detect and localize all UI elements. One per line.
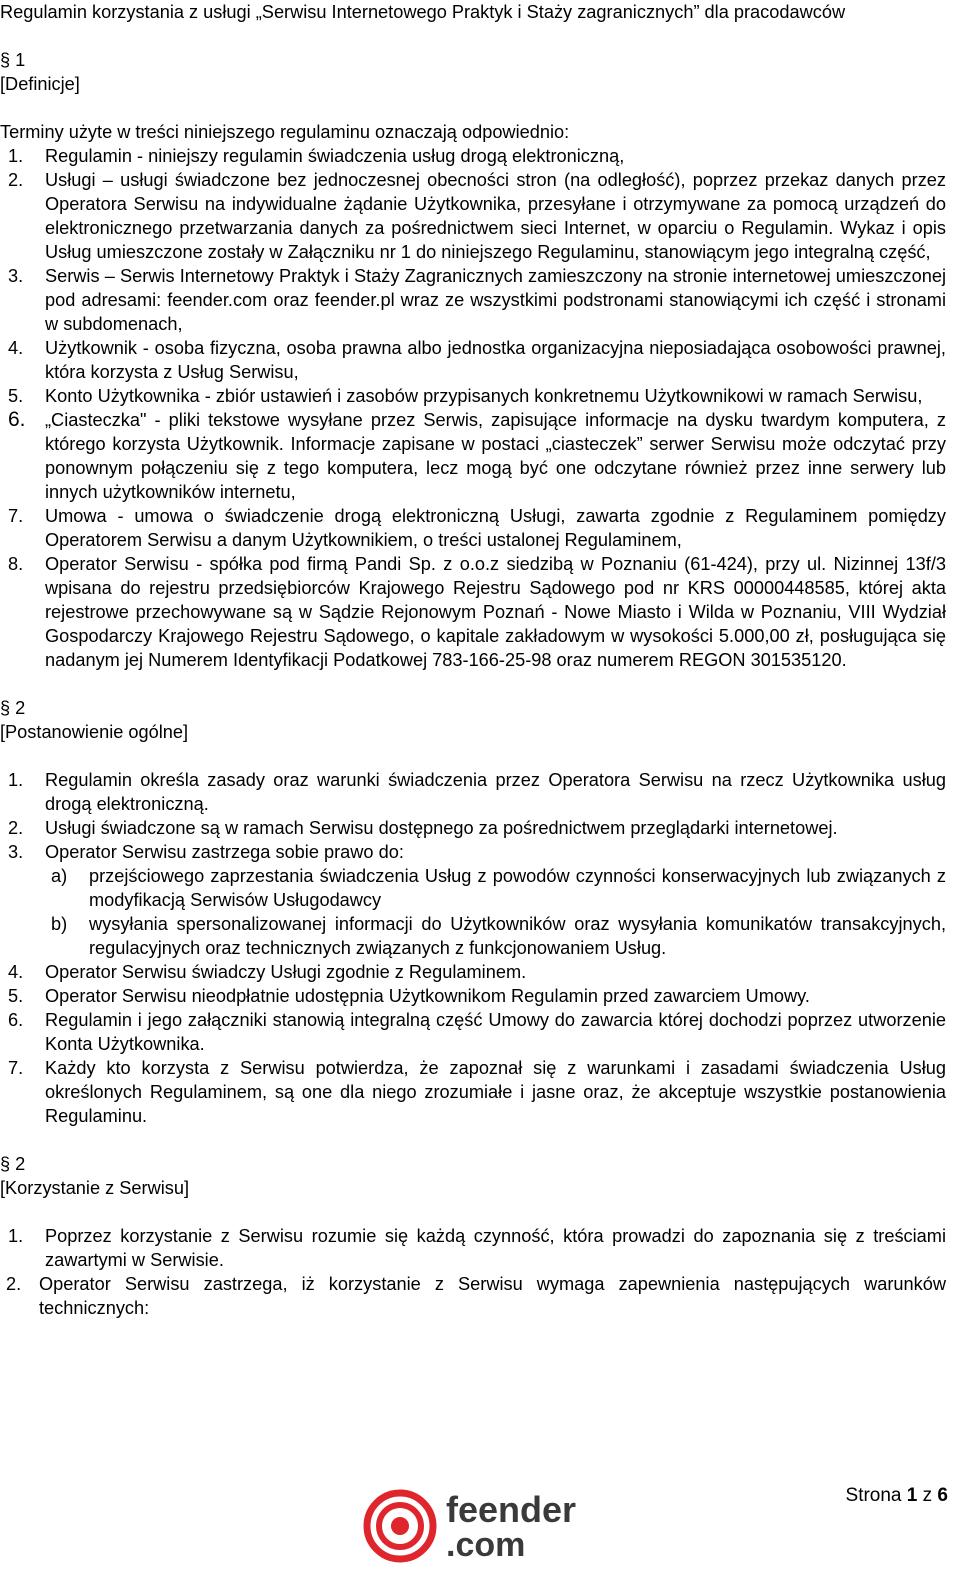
page-current: 1 [906, 1485, 918, 1506]
section-2-name: [Postanowienie ogólne] [0, 722, 189, 742]
list-item: 7. Każdy kto korzysta z Serwisu potwierdza, że zapoznał się z warunkami i zasadami świadczenia Usług określonych Regulaminem, są one dla niego zrozumiałe i jasne oraz, że akceptuje wszystkie postanowienia Regulaminu. [8, 1058, 946, 1126]
section-1-sign: § 1 [0, 50, 26, 70]
logo-ring-center [391, 1517, 409, 1535]
list-item: 7. Umowa - umowa o świadczenie drogą elektroniczną Usługi, zawarta zgodnie z Regulaminem pomiędzy Operatorem Serwisu a danym Użytkownikiem, o treści ustalonej Regulaminem, [8, 506, 946, 550]
list-item: 2. Usługi – usługi świadczone bez jednoczesnej obecności stron (na odległość), poprzez przekaz danych przez Operatora Serwisu na indywidualne żądanie Użytkownika, przesyłane i otrzymywane za pomocą urządzeń do elektronicznego przetwarzania danych za pośrednictwem sieci Internet, w oparciu o Regulamin. Wykaz i opis Usług umieszczone zostały w Załączniku nr 1 do niniejszego Regulaminu, stanowiącym jego integralną część, [8, 170, 946, 262]
list-item: 3. Operator Serwisu zastrzega sobie prawo do: [8, 842, 404, 862]
section-2-sign: § 2 [0, 698, 26, 718]
list-item: 6. Regulamin i jego załączniki stanowią integralną część Umowy do zawarcia której dochodzi poprzez utworzenie Konta Użytkownika. [8, 1010, 946, 1054]
list-item: 8. Operator Serwisu - spółka pod firmą Pandi Sp. z o.o.z siedzibą w Poznaniu (61-424), przy ul. Nizinnej 13f/3 wpisana do rejestru przedsiębiorców Krajowego Rejestru Sądowego pod nr KRS 00000448585, której akta rejestrowe przechowywane są w Sądzie Rejonowym Poznań - Nowe Miasto i Wilda w Poznaniu, VIII Wydział Gospodarczy Krajowego Rejestru Sądowego, o kapitale zakładowym w wysokości 5.000,00 zł, posługująca się nadanym jej Numerem Identyfikacji Podatkowej 783-166-25-98 oraz numerem REGON 301535120. [8, 554, 946, 670]
list-item: 1. Regulamin - niniejszy regulamin świadczenia usług drogą elektroniczną, [8, 146, 625, 166]
page-sep: z [922, 1485, 933, 1506]
list-item: 4. Operator Serwisu świadczy Usługi zgodnie z Regulaminem. [8, 962, 527, 982]
document-title: Regulamin korzystania z usługi „Serwisu Internetowego Praktyk i Staży zagranicznych” dla pracodawców [0, 2, 846, 22]
list-item: 1. Regulamin określa zasady oraz warunki świadczenia przez Operatora Serwisu na rzecz Użytkownika usług drogą elektroniczną. [8, 770, 946, 814]
sub-list-item: a) przejściowego zaprzestania świadczenia Usług z powodów czynności konserwacyjnych lub związanych z modyfikacją Serwisów Usługodawcy [51, 866, 946, 910]
section-1-intro: Terminy użyte w treści niniejszego regulaminu oznaczają odpowiednio: [0, 122, 570, 142]
list-item: 3. Serwis – Serwis Internetowy Praktyk i Staży Zagranicznych zamieszczony na stronie internetowej umieszczonej pod adresami: feender.com oraz feender.pl wraz ze wszystkimi podstronami stanowiącymi ich część i stronami w subdomenach, [8, 266, 946, 334]
sub-list-item: b) wysyłania spersonalizowanej informacji do Użytkowników oraz wysyłania komunikatów transakcyjnych, regulacyjnych oraz technicznych związanych z funkcjonowaniem Usług. [51, 914, 946, 958]
feender-logo-graphic [362, 1488, 582, 1564]
list-item: 1. Poprzez korzystanie z Serwisu rozumie się każdą czynność, która prowadzi do zapoznania się z treściami zawartymi w Serwisie. [8, 1226, 946, 1270]
page-total: 6 [937, 1485, 948, 1506]
list-item: 2. Usługi świadczone są w ramach Serwisu dostępnego za pośrednictwem przeglądarki internetowej. [8, 818, 838, 838]
logo-word-top: feender [446, 1489, 577, 1530]
list-item: 4. Użytkownik - osoba fizyczna, osoba prawna albo jednostka organizacyjna nieposiadająca osobowości prawnej, która korzysta z Usług Serwisu, [8, 338, 946, 382]
page-number [846, 1484, 948, 1508]
list-item: 5. Konto Użytkownika - zbiór ustawień i zasobów przypisanych konkretnemu Użytkownikowi w ramach Serwisu, [8, 386, 923, 406]
page-prefix: Strona [845, 1485, 902, 1506]
list-item: 6. „Ciasteczka" - pliki tekstowe wysyłane przez Serwis, zapisujące informacje na dysku twardym komputera, z którego korzysta Użytkownik. Informacje zapisane w postaci „ciasteczek” serwer Serwisu może odczytać przy ponownym połączeniu się z tego komputera, lecz mogą być one odczytane również przez inne serwery lub innych użytkowników internetu, [8, 408, 946, 502]
section-3-name: [Korzystanie z Serwisu] [0, 1178, 190, 1198]
section-1-name: [Definicje] [0, 74, 80, 94]
list-item: 5. Operator Serwisu nieodpłatnie udostępnia Użytkownikom Regulamin przed zawarciem Umowy. [8, 986, 810, 1006]
list-item: 2. Operator Serwisu zastrzega, iż korzystanie z Serwisu wymaga zapewnienia następujących warunków technicznych: [6, 1274, 946, 1318]
logo-word-bottom: .com [446, 1526, 526, 1564]
section-3-sign: § 2 [0, 1154, 26, 1174]
feender-logo [362, 1488, 582, 1564]
